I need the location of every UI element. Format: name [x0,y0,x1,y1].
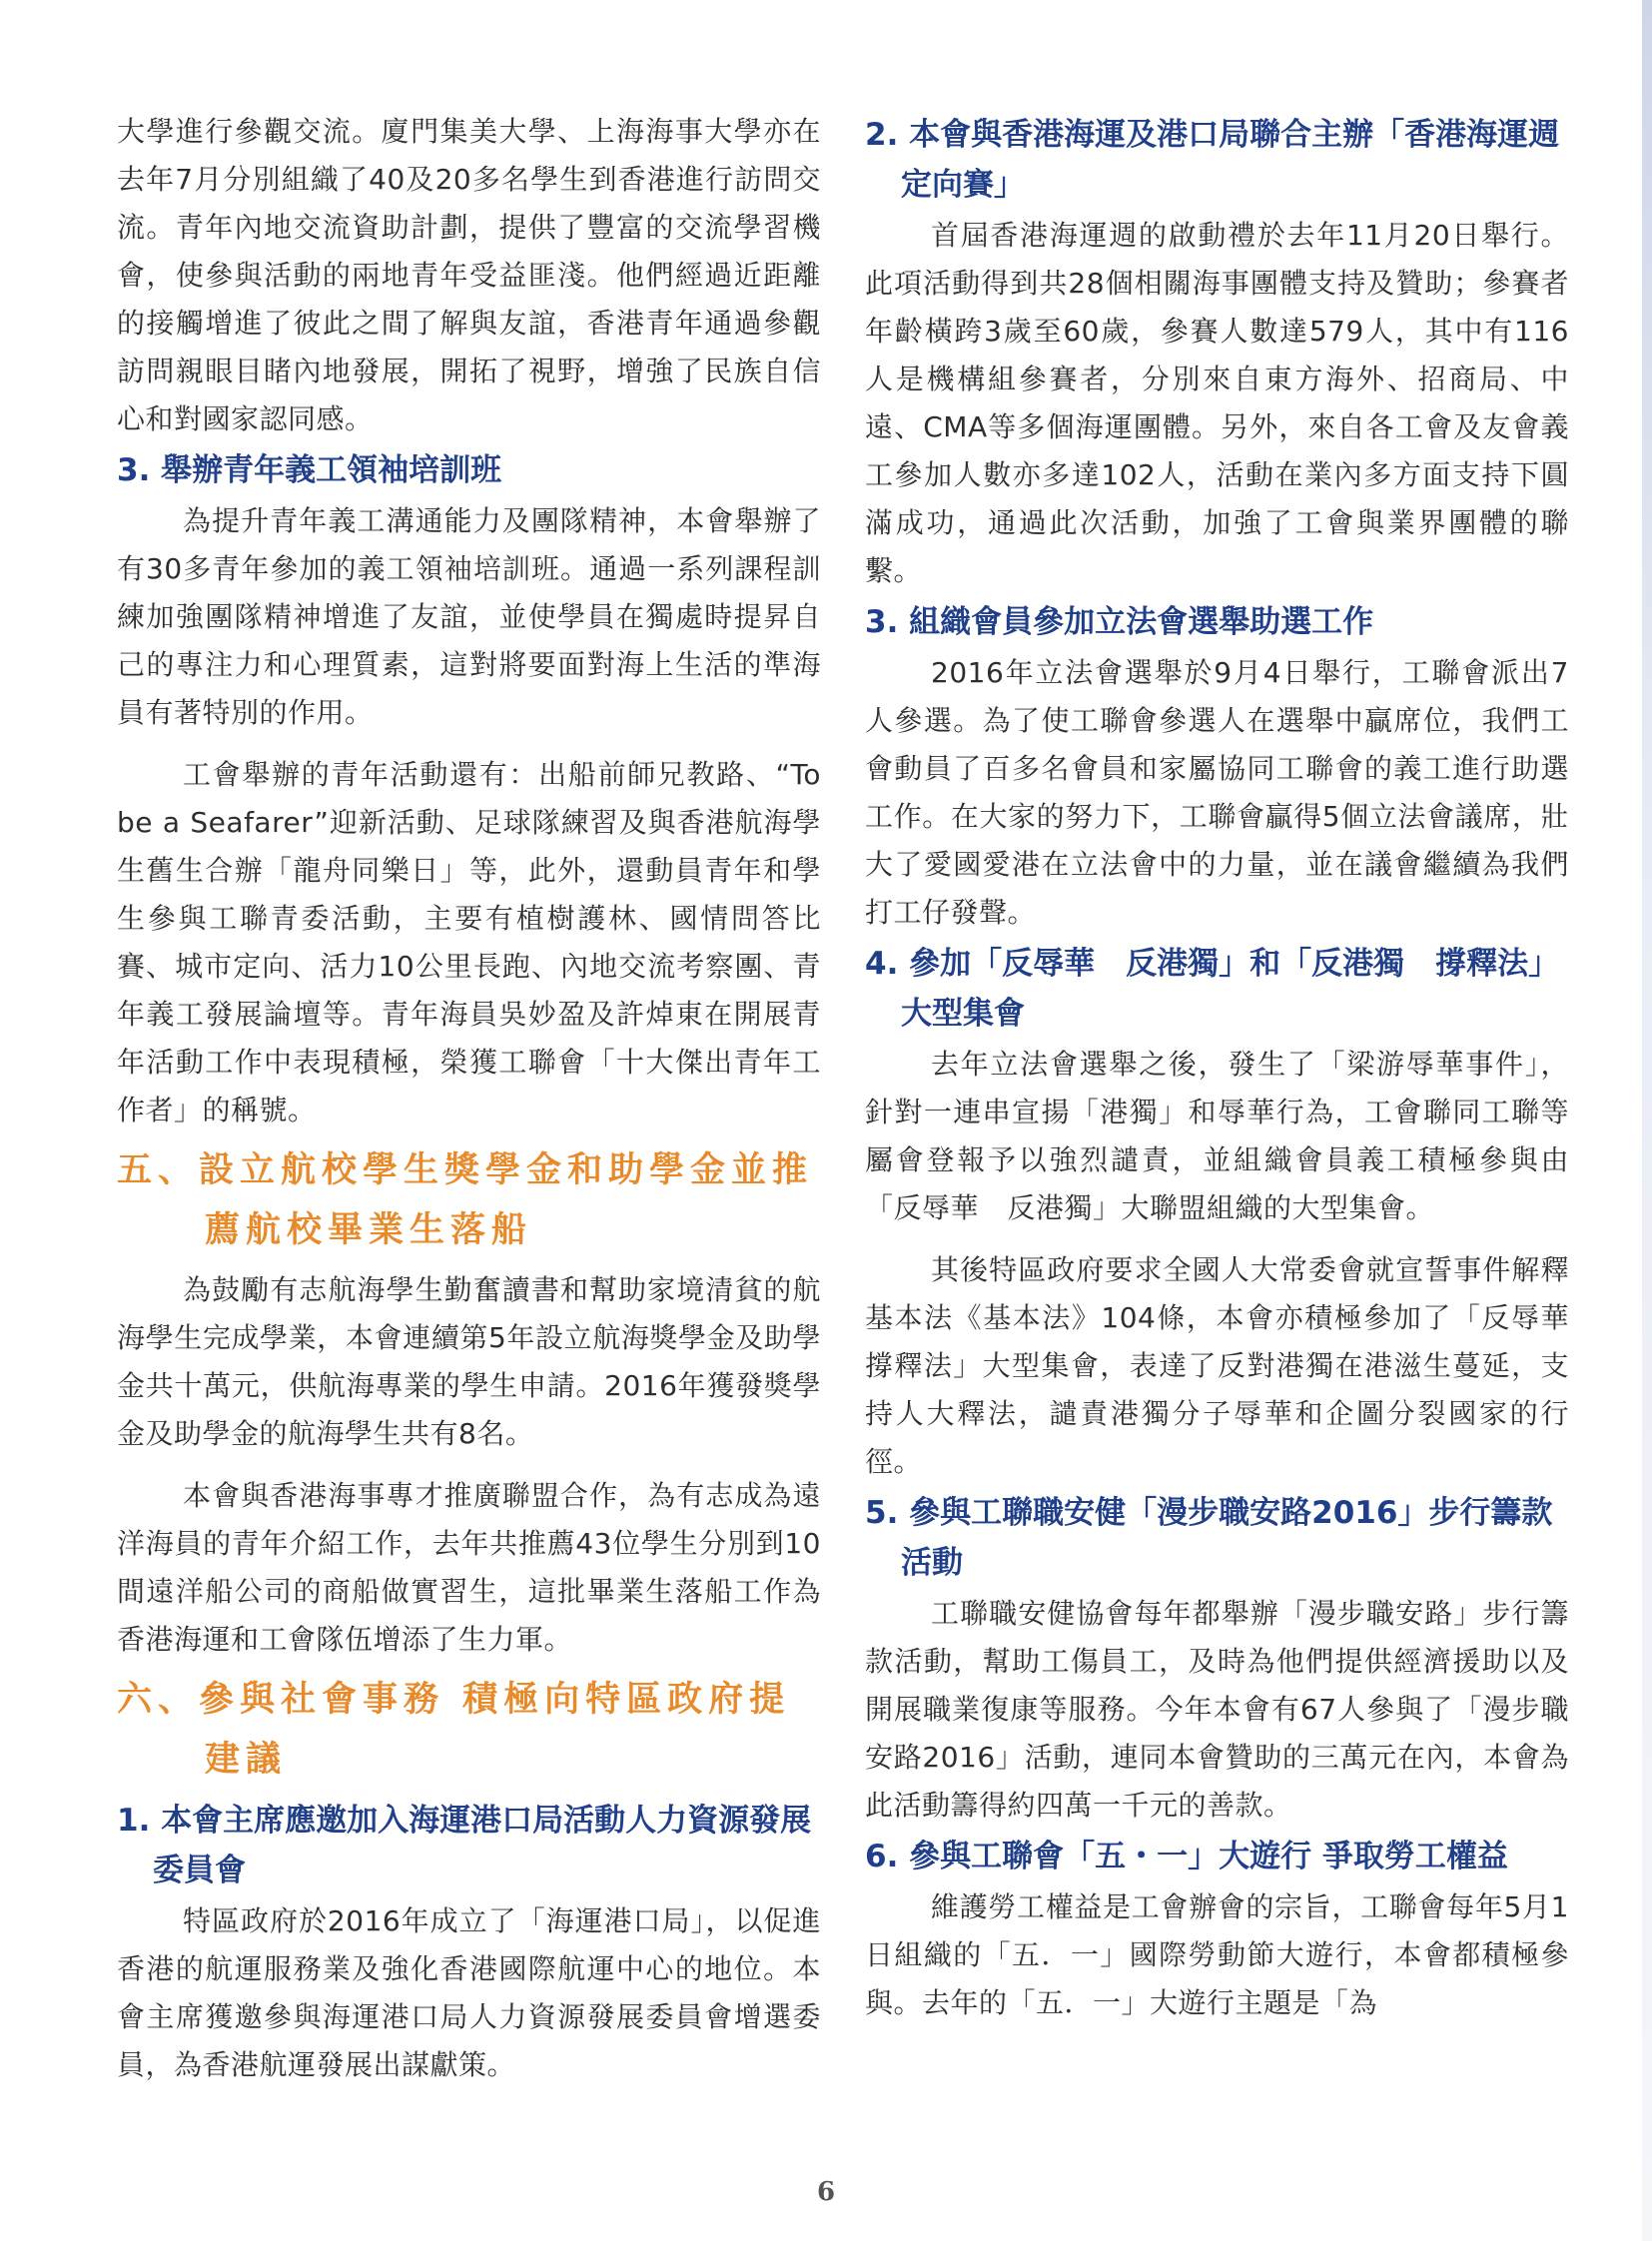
left-column [117,108,821,2089]
section-heading: 2. 本會與香港海運及港口局聯合主辦「香港海運週定向賽」 [865,117,1560,203]
right-column [865,108,1598,2027]
paragraph: 為提升青年義工溝通能力及團隊精神，本會舉辦了有30多青年參加的義工領袖培訓班。通過一系列課程訓練加強團隊精神增進了友誼，並使學員在獨處時提昇自己的專注力和心理質素，這對將要面對海上生活的準海員有著特別的作用。 [117,504,821,729]
chapter-heading: 五、設立航校學生獎學金和助學金並推薦航校畢業生落船 [117,1149,814,1250]
section-heading: 6. 參與工聯會「五・一」大遊行 爭取勞工權益 [865,1839,1508,1874]
paragraph: 工會舉辦的青年活動還有：出船前師兄教路、“To be a Seafarer”迎新活動、足球隊練習及與香港航海學生舊生合辦「龍舟同樂日」等，此外，還動員青年和學生參與工聯青委活動，主要有植樹護林、國情問答比賽、城市定向、活力10公里長跑、內地交流考察團、青年義工發展論壇等。青年海員吳妙盈及許焯東在開展青年活動工作中表現積極，榮獲工聯會「十大傑出青年工作者」的稱號。 [117,758,821,1126]
paragraph: 其後特區政府要求全國人大常委會就宣誓事件解釋基本法《基本法》104條，本會亦積極參加了「反辱華 撐釋法」大型集會，表達了反對港獨在港滋生蔓延，支持人大釋法，譴責港獨分子辱華和企圖分裂國家的行徑。 [865,1253,1598,1478]
section-heading: 1. 本會主席應邀加入海運港口局活動人力資源發展委員會 [117,1803,812,1888]
page-edge-decoration [1642,0,1652,2241]
page-number: 6 [816,2177,836,2207]
paragraph: 工聯職安健協會每年都舉辦「漫步職安路」步行籌款活動，幫助工傷員工，及時為他們提供經濟援助以及開展職業復康等服務。今年本會有67人參與了「漫步職安路2016」活動，連同本會贊助的三萬元在內，本會為此活動籌得約四萬一千元的善款。 [865,1597,1569,1822]
chapter-heading: 六、參與社會事務 積極向特區政府提建議 [117,1679,791,1780]
paragraph: 為鼓勵有志航海學生勤奮讀書和幫助家境清貧的航海學生完成學業，本會連續第5年設立航海獎學金及助學金共十萬元，供航海專業的學生申請。2016年獲發獎學金及助學金的航海學生共有8名。 [117,1273,821,1450]
section-heading: 3. 舉辦青年義工領袖培訓班 [117,452,502,488]
paragraph: 去年立法會選舉之後，發生了「梁游辱華事件」，針對一連串宣揚「港獨」和辱華行為，工會聯同工聯等屬會登報予以強烈譴責，並組織會員義工積極參與由「反辱華 反港獨」大聯盟組織的大型集會。 [865,1048,1569,1224]
section-heading: 3. 組織會員參加立法會選舉助選工作 [865,604,1374,640]
paragraph: 本會與香港海事專才推廣聯盟合作，為有志成為遠洋海員的青年介紹工作，去年共推薦43位學生分別到10間遠洋船公司的商船做實習生，這批畢業生落船工作為香港海運和工會隊伍增添了生力軍。 [117,1479,821,1656]
paragraph: 首屆香港海運週的啟動禮於去年11月20日舉行。此項活動得到共28個相關海事團體支持及贊助；參賽者年齡橫跨3歲至60歲，參賽人數達579人，其中有116人是機構組參賽者，分別來自東方海外、招商局、中遠、CMA等多個海運團體。另外，來自各工會及友會義工參加人數亦多達102人，活動在業內多方面支持下圓滿成功，通過此次活動，加強了工會與業界團體的聯繫。 [865,219,1569,587]
section-heading: 5. 參與工聯職安健「漫步職安路2016」步行籌款活動 [865,1495,1553,1581]
paragraph: 大學進行參觀交流。廈門集美大學、上海海事大學亦在去年7月分別組織了40及20多名學生到香港進行訪問交流。青年內地交流資助計劃，提供了豐富的交流學習機會，使參與活動的兩地青年受益匪淺。他們經過近距離的接觸增進了彼此之間了解與友誼，香港青年通過參觀訪問親眼目睹內地發展，開拓了視野，增強了民族自信心和對國家認同感。 [117,115,821,435]
paragraph: 維護勞工權益是工會辦會的宗旨，工聯會每年5月1日組織的「五．一」國際勞動節大遊行，本會都積極參與。去年的「五．一」大遊行主題是「為 [865,1890,1569,2019]
section-heading: 4. 參加「反辱華 反港獨」和「反港獨 撐釋法」大型集會 [865,946,1560,1032]
paragraph: 2016年立法會選舉於9月4日舉行，工聯會派出7人參選。為了使工聯會參選人在選舉中贏席位，我們工會動員了百多名會員和家屬協同工聯會的義工進行助選工作。在大家的努力下，工聯會贏得5個立法會議席，壯大了愛國愛港在立法會中的力量，並在議會繼續為我們打工仔發聲。 [865,656,1569,929]
paragraph: 特區政府於2016年成立了「海運港口局」，以促進香港的航運服務業及強化香港國際航運中心的地位。本會主席獲邀參與海運港口局人力資源發展委員會增選委員，為香港航運發展出謀獻策。 [117,1904,821,2081]
